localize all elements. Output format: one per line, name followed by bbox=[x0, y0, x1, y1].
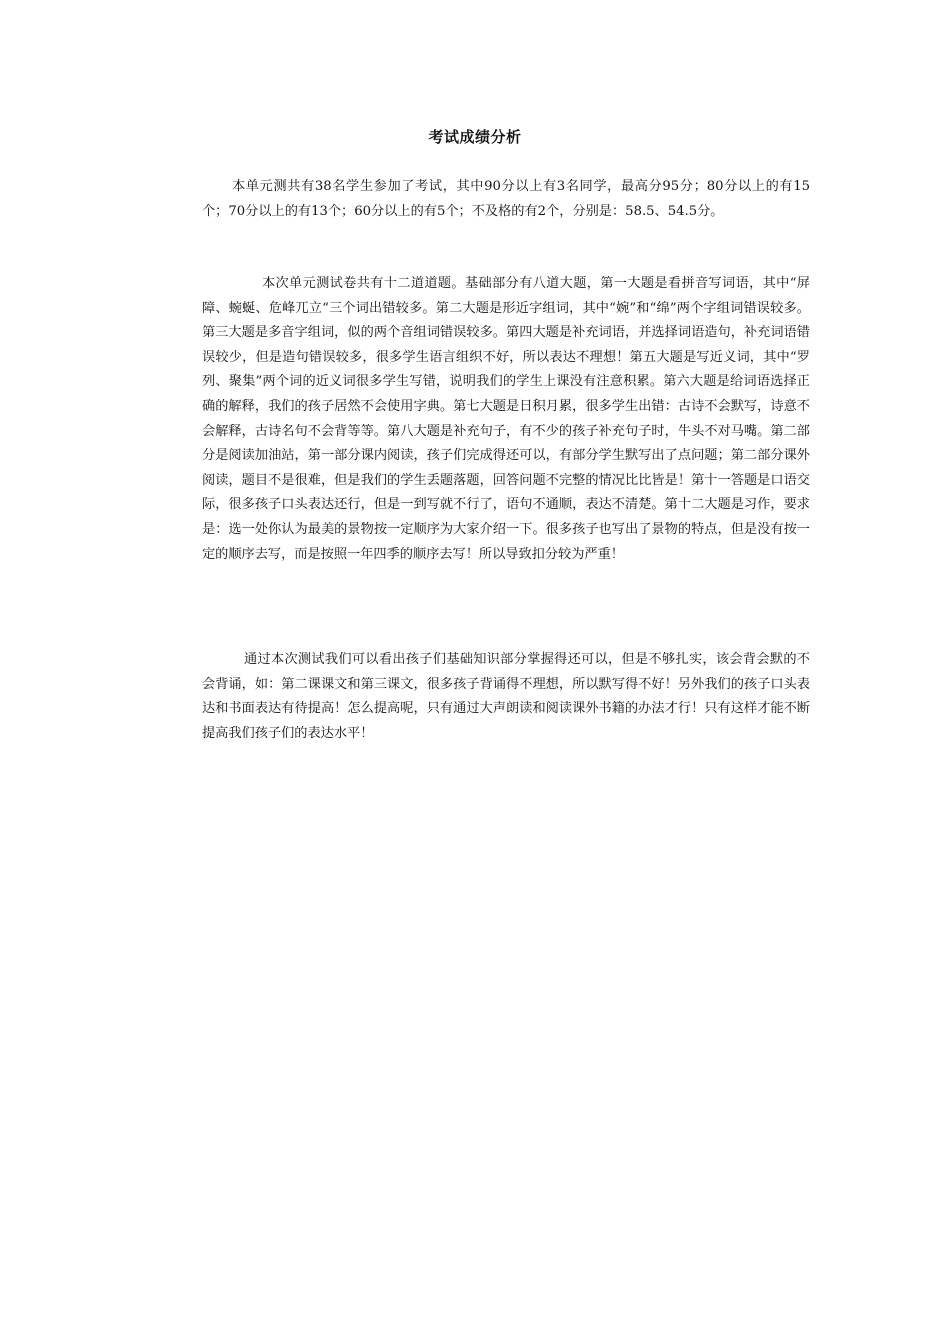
page-title: 考试成绩分析 bbox=[428, 128, 522, 146]
paragraph-conclusion: 通过本次测试我们可以看出孩子们基础知识部分掌握得还可以，但是不够扎实，该会背会默的不会背诵，如：第二课课文和第三课文，很多孩子背诵得不理想，所以默写得不好！另外我们的孩子口头表达和书面表达有待提高！怎么提高呢，只有通过大声朗读和阅读课外书籍的办法才行！只有这样才能不断提高我们孩子们的表达水平！ bbox=[202, 652, 810, 741]
paragraph-score-summary: 本单元测共有38名学生参加了考试，其中90分以上有3名同学，最高分95分；80分以上的有15个；70分以上的有13个；60分以上的有5个；不及格的有2个，分别是：58.5、54.5分。 bbox=[202, 179, 810, 219]
paragraph-question-analysis: 本次单元测试卷共有十二道道题。基础部分有八道大题，第一大题是看拼音写词语，其中“屏障、蜿蜒、危峰兀立“三个词出错较多。第二大题是形近字组词，其中“婉”和“绵”两个字组词错误较多。第三大题是多音字组词，似的两个音组词错误较多。第四大题是补充词语，并选择词语造句，补充词语错误较少，但是造句错误较多，很多学生语言组织不好，所以表达不理想！第五大题是写近义词，其中“罗列、聚集”两个词的近义词很多学生写错，说明我们的学生上课没有注意积累。第六大题是给词语选择正确的解释，我们的孩子居然不会使用字典。第七大题是日积月累，很多学生出错：古诗不会默写，诗意不会解释，古诗名句不会背等等。第八大题是补充句子，有不少的孩子补充句子时，牛头不对马嘴。第二部分是阅读加油站，第一部分课内阅读，孩子们完成得还可以，有部分学生默写出了点问题；第二部分课外阅读，题目不是很难，但是我们的学生丢题落题，回答问题不完整的情况比比皆是！第十一答题是口语交际，很多孩子口头表达还行，但是一到写就不行了，语句不通顺，表达不清楚。第十二大题是习作，要求是：选一处你认为最美的景物按一定顺序为大家介绍一下。很多孩子也写出了景物的特点，但是没有按一定的顺序去写，而是按照一年四季的顺序去写！所以导致扣分较为严重！ bbox=[202, 276, 810, 562]
